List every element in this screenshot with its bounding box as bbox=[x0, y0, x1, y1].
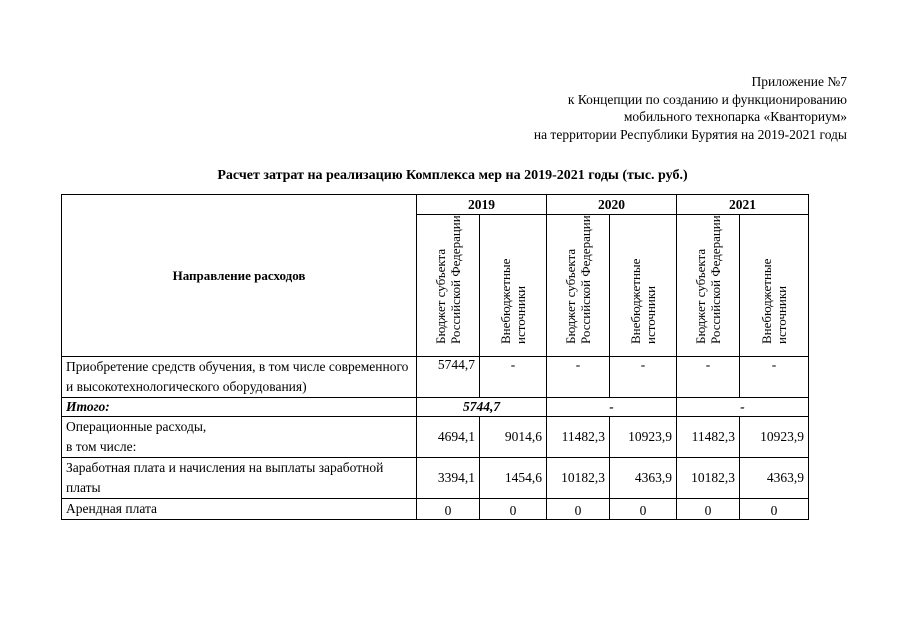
cell-operational-2019-extra: 9014,6 bbox=[480, 417, 547, 458]
header-source-extra-2019: Внебюджетные источники bbox=[480, 215, 547, 357]
cell-salary-2020-extra: 4363,9 bbox=[610, 458, 677, 499]
document-title: Расчет затрат на реализацию Комплекса мер на 2019-2021 годы (тыс. руб.) bbox=[217, 168, 688, 183]
cell-salary-2019-budget: 3394,1 bbox=[417, 458, 480, 499]
header-year-2021: 2021 bbox=[677, 195, 809, 215]
header-source-extra-2021: Внебюджетные источники bbox=[740, 215, 809, 357]
appendix-line-2: к Концепции по созданию и функционированию bbox=[567, 91, 847, 107]
cell-equipment-2020-extra: - bbox=[610, 357, 677, 398]
appendix-line-4: на территории Республики Бурятия на 2019-2021 годы bbox=[533, 126, 847, 142]
row-label-total: Итого: bbox=[62, 398, 417, 417]
cell-operational-2019-budget: 4694,1 bbox=[417, 417, 480, 458]
row-label-salary: Заработная плата и начисления на выплаты заработной платы bbox=[62, 458, 417, 499]
table-row-total bbox=[62, 398, 809, 417]
cell-salary-2021-extra: 4363,9 bbox=[740, 458, 809, 499]
header-source-budget-2021: Бюджет субъекта Российской Федерации bbox=[677, 215, 740, 357]
appendix-line-1: Приложение №7 bbox=[751, 74, 847, 89]
cell-equipment-2019-extra: - bbox=[480, 357, 547, 398]
cell-salary-2020-budget: 10182,3 bbox=[547, 458, 610, 499]
row-label-operational-line1: Операционные расходы, bbox=[66, 419, 207, 434]
cell-equipment-2020-budget: - bbox=[547, 357, 610, 398]
cell-total-2019: 5744,7 bbox=[417, 398, 547, 417]
row-label-rent: Арендная плата bbox=[62, 499, 417, 520]
cell-salary-2021-budget: 10182,3 bbox=[677, 458, 740, 499]
cell-operational-2020-extra: 10923,9 bbox=[610, 417, 677, 458]
header-source-budget-2020: Бюджет субъекта Российской Федерации bbox=[547, 215, 610, 357]
cell-rent-2020-extra: 0 bbox=[610, 499, 677, 520]
table-row-equipment bbox=[62, 357, 809, 398]
row-label-operational bbox=[62, 417, 417, 458]
cell-rent-2019-budget: 0 bbox=[417, 499, 480, 520]
table-row-salary bbox=[62, 458, 809, 499]
table-row-rent bbox=[62, 499, 809, 520]
cell-total-2021: - bbox=[677, 398, 809, 417]
cell-equipment-2021-budget: - bbox=[677, 357, 740, 398]
appendix-line-3: мобильного технопарка «Кванториум» bbox=[623, 109, 847, 124]
cell-rent-2021-budget: 0 bbox=[677, 499, 740, 520]
appendix-reference bbox=[534, 73, 847, 143]
cell-rent-2020-budget: 0 bbox=[547, 499, 610, 520]
cell-rent-2021-extra: 0 bbox=[740, 499, 809, 520]
cell-operational-2020-budget: 11482,3 bbox=[547, 417, 610, 458]
cell-rent-2019-extra: 0 bbox=[480, 499, 547, 520]
cell-equipment-2021-extra: - bbox=[740, 357, 809, 398]
header-direction: Направление расходов bbox=[62, 195, 417, 357]
cell-equipment-2019-budget: 5744,7 bbox=[417, 357, 480, 398]
row-label-operational-line2: в том числе: bbox=[66, 439, 137, 454]
cost-table bbox=[61, 194, 809, 520]
header-year-2020: 2020 bbox=[547, 195, 677, 215]
cell-operational-2021-extra: 10923,9 bbox=[740, 417, 809, 458]
header-source-extra-2020: Внебюджетные источники bbox=[610, 215, 677, 357]
header-year-2019: 2019 bbox=[417, 195, 547, 215]
row-label-equipment: Приобретение средств обучения, в том числе современного и высокотехнологического оборудования) bbox=[62, 357, 417, 398]
header-source-budget-2019: Бюджет субъекта Российской Федерации bbox=[417, 215, 480, 357]
cell-operational-2021-budget: 11482,3 bbox=[677, 417, 740, 458]
table-row-operational bbox=[62, 417, 809, 458]
cell-salary-2019-extra: 1454,6 bbox=[480, 458, 547, 499]
cell-total-2020: - bbox=[547, 398, 677, 417]
